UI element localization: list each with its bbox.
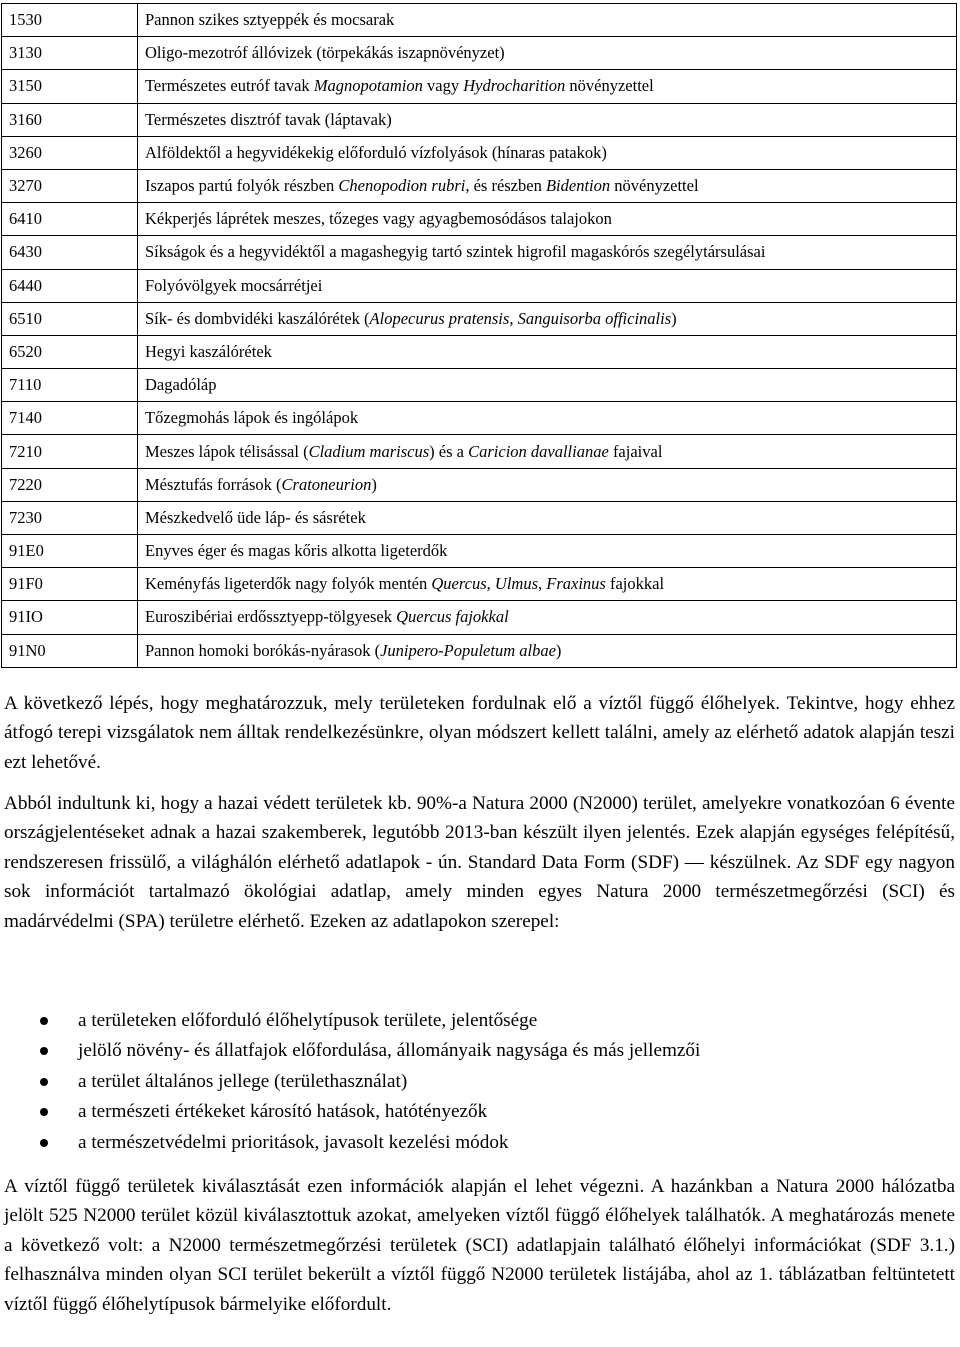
habitat-code-cell: 3130 bbox=[2, 37, 138, 70]
list-item-text: a területeken előforduló élőhelytípusok területe, jelentősége bbox=[78, 1010, 538, 1031]
table-row bbox=[2, 236, 957, 269]
habitat-name-part: Hegyi kaszálórétek bbox=[145, 341, 272, 361]
habitat-code-cell: 7220 bbox=[2, 468, 138, 501]
habitat-name-cell bbox=[138, 269, 957, 302]
habitat-name-cell bbox=[138, 468, 957, 501]
table-row bbox=[2, 501, 957, 534]
habitat-name-part: , és részben bbox=[465, 176, 546, 196]
paragraph-sdf-description: Abból indultunk ki, hogy a hazai védett területek kb. 90%-a Natura 2000 (N2000) terület, amelyekre vonatkozóan 6 évente országjelentéseket adnak a hazai szakemberek, legutóbb 2013-ban készült ilyen jelentés. Ezek alapján egységes felépítésű, rendszeresen frissülő, a világhálón elérhető adatlapok - ún. Standard Data Form (SDF) — készülnek. Az SDF egy nagyon sok információt tartalmazó ökológiai adatlap, amely minden egyes Natura 2000 természetmegőrzési (SCI) és madárvédelmi (SPA) területre elérhető. Ezeken az adatlapokon szerepel: bbox=[4, 793, 955, 932]
bullet-dot-icon bbox=[40, 1139, 48, 1147]
habitat-name-italic-part: Alopecurus pratensis, Sanguisorba officinalis bbox=[369, 308, 672, 328]
list-item-text: a terület általános jellege (területhasználat) bbox=[78, 1070, 408, 1092]
table-row bbox=[2, 302, 957, 335]
habitat-code-cell: 7230 bbox=[2, 501, 138, 534]
habitat-name-part: Mésztufás források ( bbox=[145, 474, 282, 494]
habitat-code-cell: 91F0 bbox=[2, 568, 138, 601]
habitat-name-italic-part: Cratoneurion bbox=[281, 474, 372, 494]
habitat-name-cell bbox=[138, 601, 957, 634]
list-item-text: a természeti értékeket károsító hatások, hatótényezők bbox=[78, 1101, 488, 1123]
habitat-code-cell: 1530 bbox=[2, 4, 138, 37]
habitat-name-part: Természetes eutróf tavak bbox=[145, 76, 314, 96]
bullet-dot-icon bbox=[40, 1017, 48, 1025]
habitat-name-italic-part: Cladium mariscus bbox=[308, 441, 430, 461]
table-row bbox=[2, 634, 957, 667]
habitat-name-part: Enyves éger és magas kőris alkotta ligeterdők bbox=[145, 541, 448, 561]
habitat-name-part: növényzettel bbox=[565, 76, 654, 96]
table-row bbox=[2, 468, 957, 501]
habitat-name-part: ) bbox=[371, 474, 377, 494]
habitat-name-part: Pannon szikes sztyeppék és mocsarak bbox=[145, 10, 395, 30]
table-row bbox=[2, 535, 957, 568]
table-row bbox=[2, 203, 957, 236]
habitat-name-part: ) és a bbox=[429, 441, 469, 461]
table-row bbox=[2, 37, 957, 70]
habitat-name-part: Kékperjés láprétek meszes, tőzeges vagy agyagbemosódásos talajokon bbox=[145, 209, 612, 229]
habitat-name-cell bbox=[138, 169, 957, 202]
paragraph-next-step: A következő lépés, hogy meghatározzuk, mely területeken fordulnak elő a víztől függő élőhelyek. Tekintve, hogy ehhez átfogó terepi vizsgálatok nem álltak rendelkezésünkre, olyan módszert kellett találni, amely az elérhető adatok alapján teszi ezt lehetővé. bbox=[4, 693, 955, 773]
habitat-code-cell: 91E0 bbox=[2, 535, 138, 568]
habitat-name-cell bbox=[138, 103, 957, 136]
habitat-code-cell: 3270 bbox=[2, 169, 138, 202]
habitat-name-italic-part: Quercus fajokkal bbox=[396, 607, 509, 627]
habitat-name-cell bbox=[138, 535, 957, 568]
habitat-name-italic-part: Bidention bbox=[545, 176, 611, 196]
habitat-name-cell bbox=[138, 37, 957, 70]
habitat-name-cell bbox=[138, 236, 957, 269]
habitat-name-italic-part: Magnopotamion bbox=[313, 76, 423, 96]
habitat-name-cell bbox=[138, 435, 957, 468]
habitat-name-part: vagy bbox=[422, 76, 464, 96]
habitat-code-cell: 91N0 bbox=[2, 634, 138, 667]
list-item bbox=[0, 1067, 950, 1097]
habitat-code-cell: 7110 bbox=[2, 369, 138, 402]
habitat-name-cell bbox=[138, 335, 957, 368]
bullet-dot-icon bbox=[40, 1078, 48, 1086]
habitat-name-cell bbox=[138, 70, 957, 103]
habitat-name-part: Mészkedvelő üde láp- és sásrétek bbox=[145, 507, 366, 527]
habitat-name-italic-part: Caricion davallianae bbox=[468, 441, 609, 461]
habitat-code-cell: 3260 bbox=[2, 136, 138, 169]
table-row bbox=[2, 269, 957, 302]
habitat-name-part: Euroszibériai erdőssztyepp-tölgyesek bbox=[145, 607, 397, 627]
paragraph-selection-method: A víztől függő területek kiválasztását ezen információk alapján el lehet végezni. A hazánkban a Natura 2000 hálózatba jelölt 525 N2000 terület közül kiválasztottuk azokat, amelyeken víztől függő élőhelyek találhatók. A meghatározás menete a következő volt: a N2000 természetmegőrzési területek (SCI) adatlapjain található élőhelyi információkat (SDF 3.1.) felhasználva minden olyan SCI terület bekerült a víztől függő N2000 területek listájába, ahol az 1. táblázatban feltüntetett víztől függő élőhelytípusok bármelyike előfordult. bbox=[4, 1176, 955, 1315]
habitat-name-italic-part: Junipero-Populetum albae bbox=[380, 640, 556, 660]
habitat-name-italic-part: Chenopodion rubri bbox=[338, 176, 466, 196]
habitat-name-cell bbox=[138, 568, 957, 601]
habitat-name-part: Alföldektől a hegyvidékekig előforduló vízfolyások (hínaras patakok) bbox=[145, 142, 607, 162]
table-row bbox=[2, 568, 957, 601]
list-item bbox=[0, 1097, 950, 1127]
table-row bbox=[2, 136, 957, 169]
habitat-name-cell bbox=[138, 501, 957, 534]
habitat-name-part: fajokkal bbox=[605, 574, 665, 594]
habitat-name-part: Síkságok és a hegyvidéktől a magashegyig tartó szintek higrofil magaskórós szegélytársulásai bbox=[145, 242, 766, 262]
habitat-name-cell bbox=[138, 634, 957, 667]
habitat-name-part: Meszes lápok télisással ( bbox=[145, 441, 309, 461]
habitat-name-cell bbox=[138, 136, 957, 169]
table-row bbox=[2, 369, 957, 402]
habitat-name-cell bbox=[138, 203, 957, 236]
table-row bbox=[2, 601, 957, 634]
list-item bbox=[0, 1036, 950, 1066]
habitat-code-cell: 3160 bbox=[2, 103, 138, 136]
habitat-name-cell bbox=[138, 369, 957, 402]
table-row bbox=[2, 169, 957, 202]
habitat-name-part: Pannon homoki borókás-nyárasok ( bbox=[145, 640, 381, 660]
habitat-code-cell: 91IO bbox=[2, 601, 138, 634]
habitat-name-part: Iszapos partú folyók részben bbox=[145, 176, 339, 196]
habitat-name-cell bbox=[138, 302, 957, 335]
table-row bbox=[2, 103, 957, 136]
habitat-code-cell: 7210 bbox=[2, 435, 138, 468]
habitat-name-cell bbox=[138, 4, 957, 37]
habitat-name-part: ) bbox=[555, 640, 562, 660]
habitat-code-table bbox=[1, 3, 957, 668]
habitat-name-part: Sík- és dombvidéki kaszálórétek ( bbox=[145, 308, 370, 328]
habitat-name-part: Dagadóláp bbox=[145, 375, 217, 395]
habitat-name-cell bbox=[138, 402, 957, 435]
habitat-name-part: fajaival bbox=[608, 441, 663, 461]
habitat-code-cell: 7140 bbox=[2, 402, 138, 435]
bullet-dot-icon bbox=[40, 1108, 48, 1116]
sdf-content-list bbox=[0, 1006, 950, 1158]
bullet-dot-icon bbox=[40, 1047, 48, 1055]
habitat-name-italic-part: Hydrocharition bbox=[463, 76, 566, 96]
habitat-code-cell: 6430 bbox=[2, 236, 138, 269]
habitat-code-cell: 6440 bbox=[2, 269, 138, 302]
table-row bbox=[2, 435, 957, 468]
habitat-code-cell: 6510 bbox=[2, 302, 138, 335]
table-row bbox=[2, 4, 957, 37]
habitat-name-italic-part: Quercus, Ulmus, Fraxinus bbox=[431, 574, 606, 594]
habitat-code-cell: 3150 bbox=[2, 70, 138, 103]
habitat-name-part: Tőzegmohás lápok és ingólápok bbox=[145, 408, 359, 428]
habitat-name-part: Természetes disztróf tavak (láptavak) bbox=[145, 109, 392, 129]
habitat-name-part: Folyóvölgyek mocsárrétjei bbox=[145, 275, 323, 295]
habitat-name-part: növényzettel bbox=[610, 176, 699, 196]
table-row bbox=[2, 402, 957, 435]
list-item bbox=[0, 1128, 950, 1158]
list-item-text: a természetvédelmi prioritások, javasolt kezelési módok bbox=[78, 1131, 509, 1153]
habitat-code-cell: 6410 bbox=[2, 203, 138, 236]
habitat-name-part: ) bbox=[671, 308, 677, 328]
table-row bbox=[2, 70, 957, 103]
table-row bbox=[2, 335, 957, 368]
habitat-name-part: Oligo-mezotróf állóvizek (törpekákás iszapnövényzet) bbox=[145, 43, 505, 63]
habitat-name-part: Keményfás ligeterdők nagy folyók mentén bbox=[145, 574, 432, 594]
habitat-code-cell: 6520 bbox=[2, 335, 138, 368]
list-item-text: jelölő növény- és állatfajok előfordulása, állományaik nagysága és más jellemzői bbox=[78, 1040, 701, 1062]
list-item bbox=[0, 1006, 950, 1036]
